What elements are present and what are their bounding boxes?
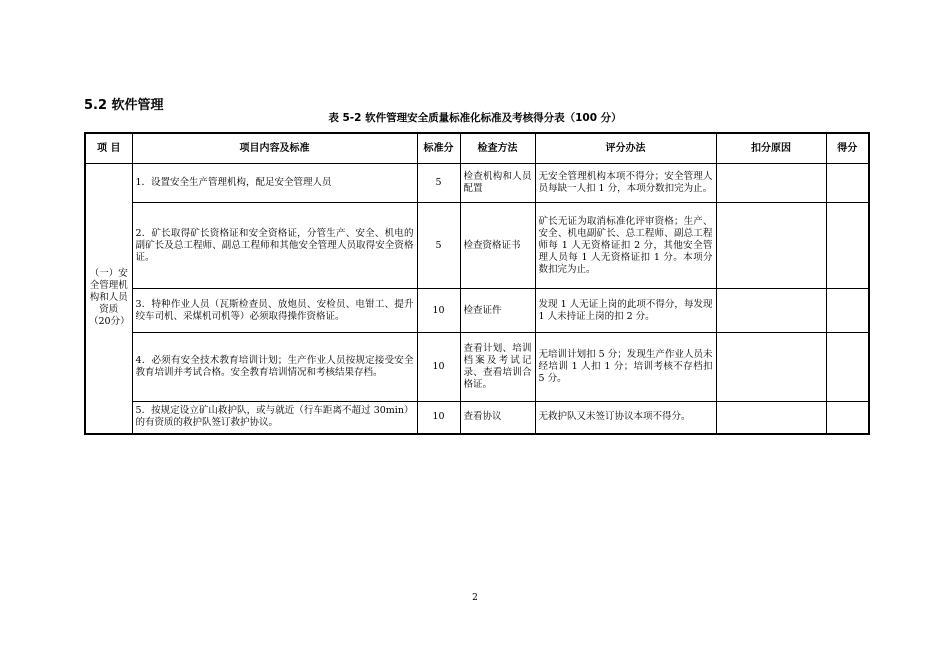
header-score: 得分	[826, 133, 869, 164]
header-item: 项 目	[85, 133, 132, 164]
deduction-reason-cell	[716, 203, 826, 289]
check-method-cell: 查看计划、培训档案及考试记录、查看培训合格证。	[460, 333, 535, 402]
content-cell: 3．特种作业人员（瓦斯检查员、放炮员、安检员、电钳工、提升绞车司机、采煤机司机等）必须取得操作资格证。	[132, 289, 417, 333]
table-header-row	[85, 133, 869, 164]
header-check-method: 检查方法	[460, 133, 535, 164]
standard-score-cell: 10	[417, 333, 460, 402]
standard-score-cell: 5	[417, 164, 460, 203]
scoring-method-cell: 发现 1 人无证上岗的此项不得分，每发现 1 人未持证上岗的扣 2 分。	[535, 289, 716, 333]
score-cell	[826, 402, 869, 434]
deduction-reason-cell	[716, 402, 826, 434]
header-scoring-method: 评分办法	[535, 133, 716, 164]
score-cell	[826, 289, 869, 333]
content-cell: 2．矿长取得矿长资格证和安全资格证，分管生产、安全、机电的副矿长及总工程师、副总工程师和其他安全管理人员取得安全资格证。	[132, 203, 417, 289]
scoring-method-cell: 无安全管理机构本项不得分；安全管理人员每缺一人扣 1 分，本项分数扣完为止。	[535, 164, 716, 203]
section-title: 5.2 软件管理	[84, 98, 164, 113]
standard-score-cell: 5	[417, 203, 460, 289]
score-cell	[826, 203, 869, 289]
scoring-method-cell: 无救护队又未签订协议本项不得分。	[535, 402, 716, 434]
table-caption: 表 5-2 软件管理安全质量标准化标准及考核得分表（100 分）	[328, 112, 622, 124]
header-deduction-reason: 扣分原因	[716, 133, 826, 164]
content-cell: 5．按规定设立矿山救护队，或与就近（行车距离不超过 30min）的有资质的救护队签订救护协议。	[132, 402, 417, 434]
deduction-reason-cell	[716, 289, 826, 333]
standard-score-cell: 10	[417, 402, 460, 434]
table-row	[85, 333, 869, 402]
page-number: 2	[472, 593, 478, 603]
scoring-method-cell: 矿长无证为取消标准化评审资格；生产、安全、机电副矿长、总工程师、副总工程师每 1 人无资格证扣 2 分，其他安全管理人员每 1 人无资格证扣 1 分。本项分数扣完为止。	[535, 203, 716, 289]
scoring-table	[84, 132, 870, 435]
header-content: 项目内容及标准	[132, 133, 417, 164]
check-method-cell: 检查证件	[460, 289, 535, 333]
standard-score-cell: 10	[417, 289, 460, 333]
content-cell: 1．设置安全生产管理机构，配足安全管理人员	[132, 164, 417, 203]
score-cell	[826, 164, 869, 203]
content-cell: 4．必须有安全技术教育培训计划；生产作业人员按规定接受安全教育培训并考试合格。安全教育培训情况和考核结果存档。	[132, 333, 417, 402]
deduction-reason-cell	[716, 333, 826, 402]
category-cell: （一）安全管理机构和人员资质（20分）	[85, 164, 132, 434]
scoring-method-cell: 无培训计划扣 5 分；发现生产作业人员未经培训 1 人扣 1 分；培训考核不存档扣 5 分。	[535, 333, 716, 402]
table-row	[85, 164, 869, 203]
deduction-reason-cell	[716, 164, 826, 203]
check-method-cell: 检查资格证书	[460, 203, 535, 289]
table-row	[85, 289, 869, 333]
table-row	[85, 402, 869, 434]
check-method-cell: 检查机构和人员配置	[460, 164, 535, 203]
table-row	[85, 203, 869, 289]
header-standard-score: 标准分	[417, 133, 460, 164]
check-method-cell: 查看协议	[460, 402, 535, 434]
score-cell	[826, 333, 869, 402]
